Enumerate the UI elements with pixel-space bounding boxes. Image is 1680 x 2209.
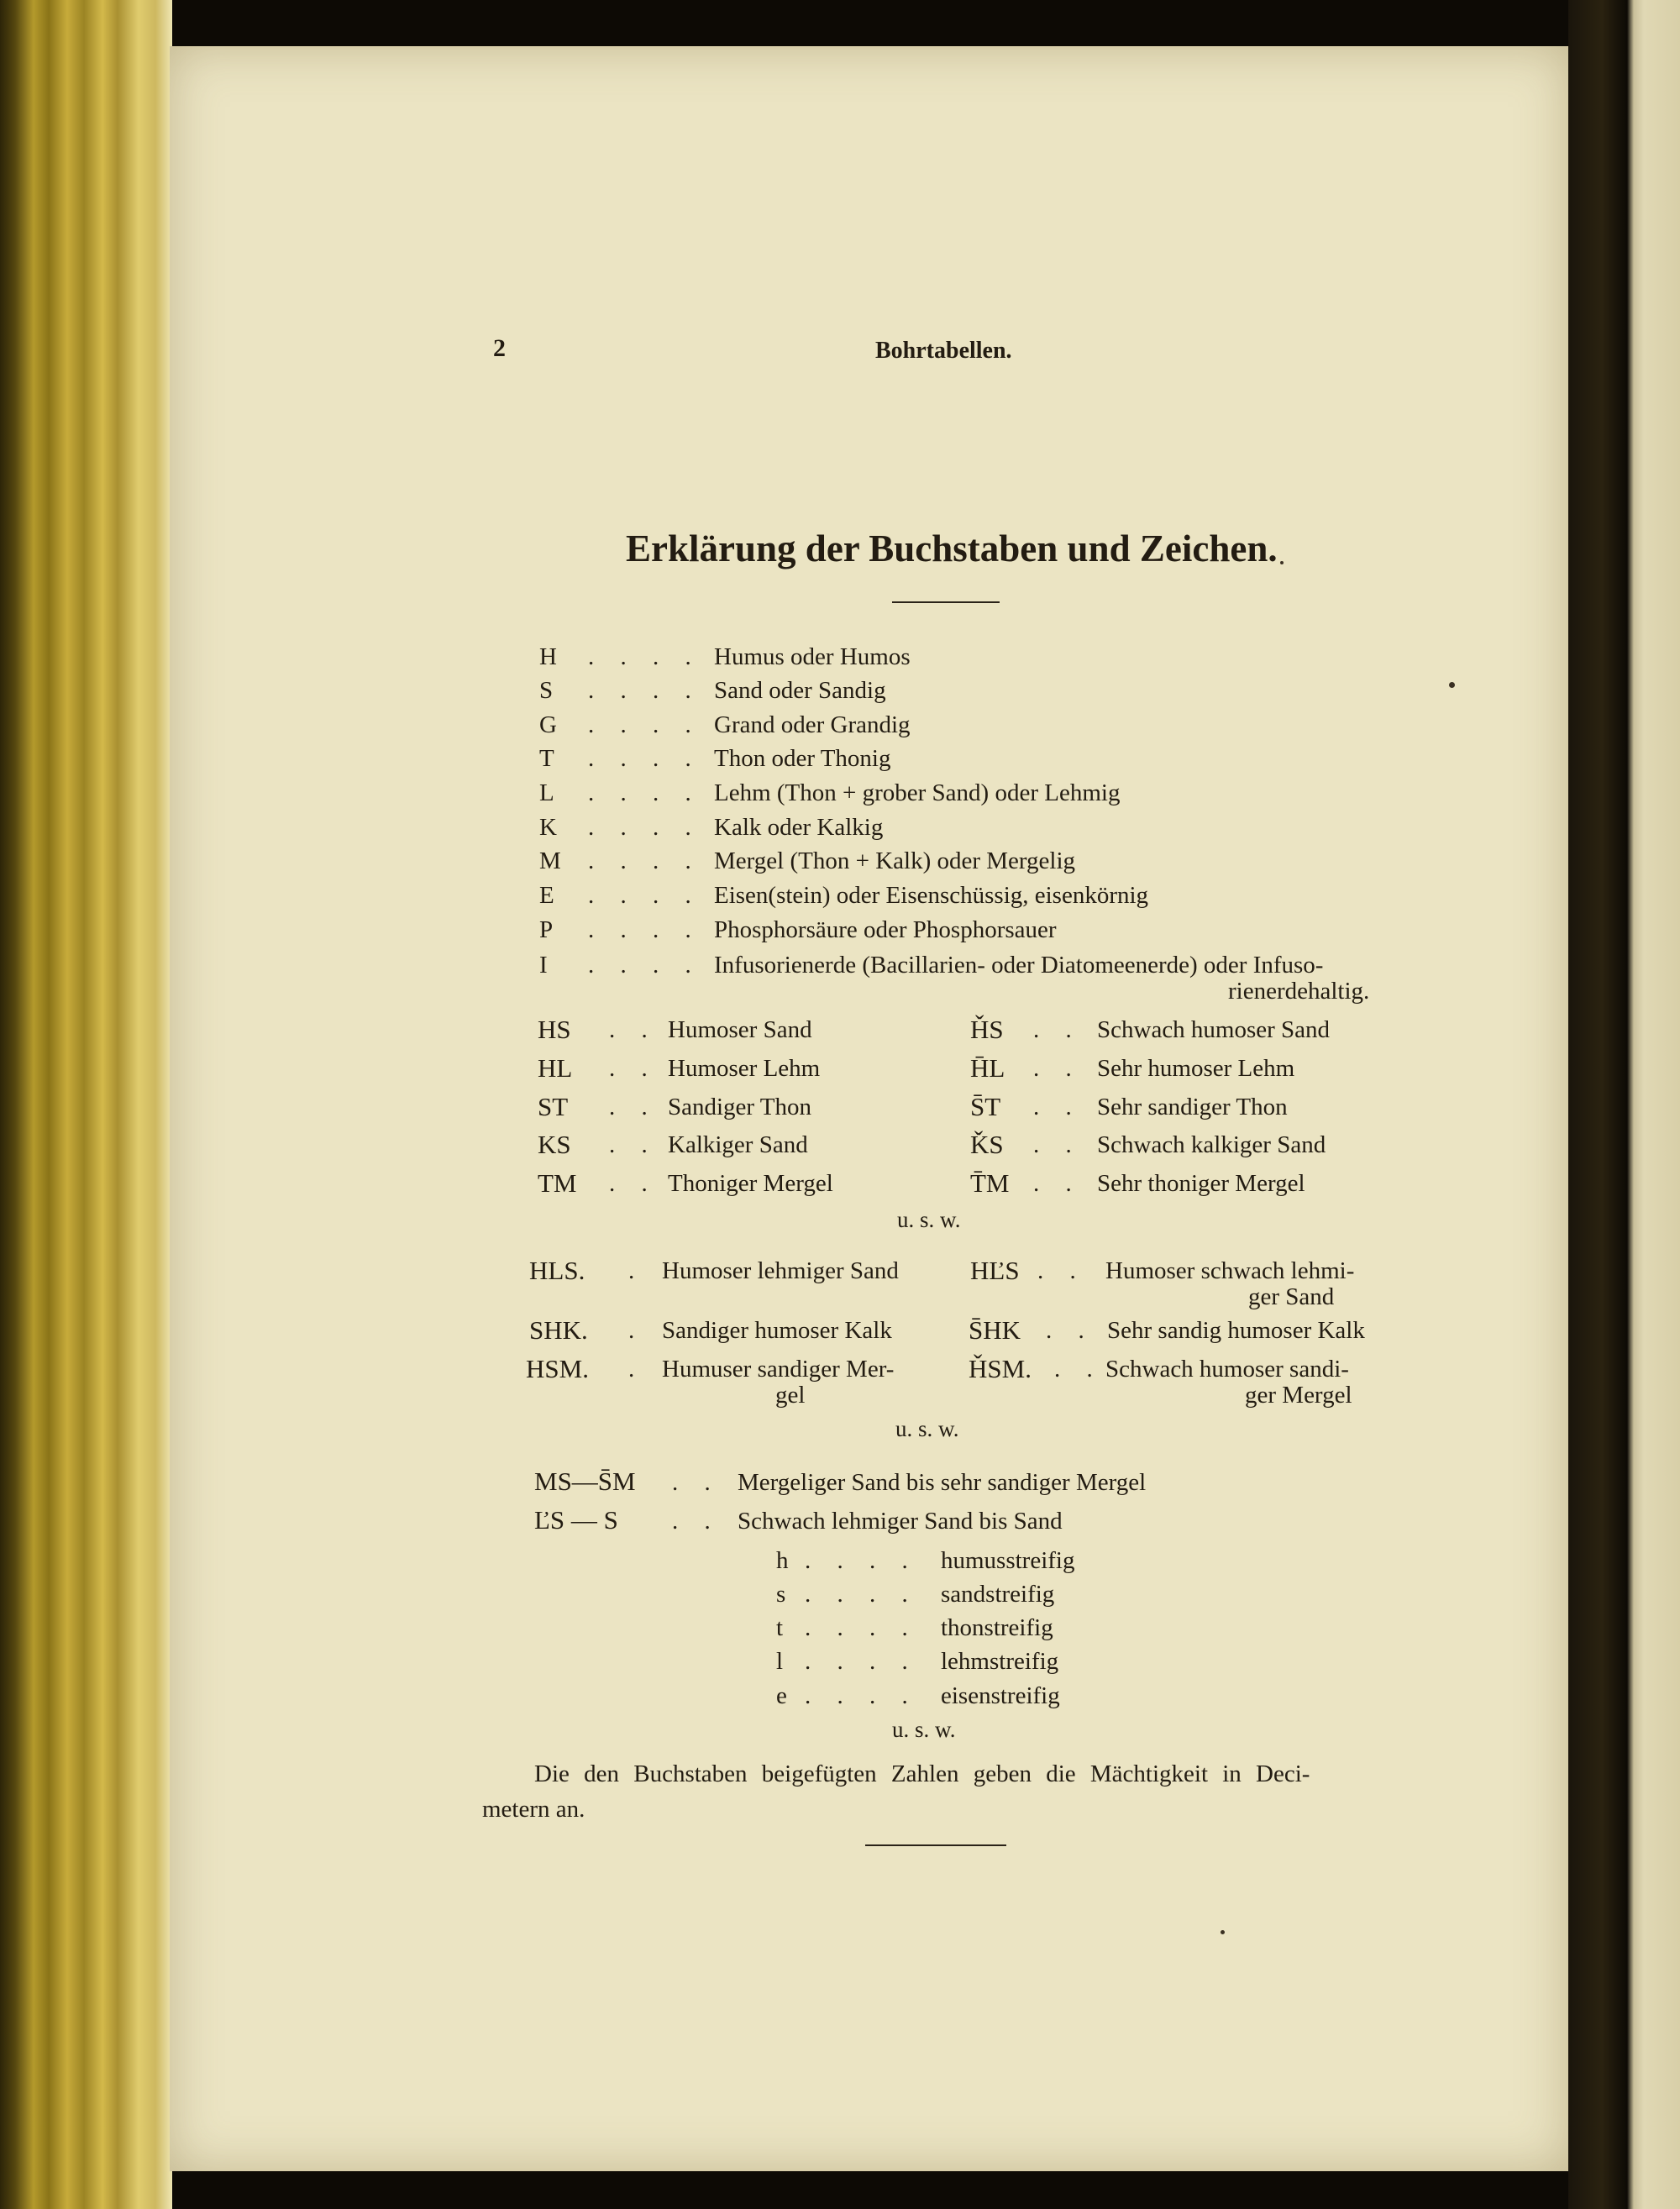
leader-dots: . . . . bbox=[588, 643, 701, 670]
leader-dots: . . bbox=[1033, 1055, 1082, 1082]
streak-meaning: thonstreifig bbox=[941, 1614, 1053, 1641]
range-meaning: Schwach lehmiger Sand bis Sand bbox=[738, 1508, 1063, 1535]
triple-left-abbr: HLS. bbox=[529, 1256, 585, 1285]
pair-left-meaning: Kalkiger Sand bbox=[668, 1131, 808, 1158]
streak-abbr: h bbox=[776, 1547, 789, 1574]
leader-dots: . . bbox=[609, 1094, 658, 1120]
paper-speck bbox=[1280, 561, 1284, 564]
streak-abbr: e bbox=[776, 1682, 787, 1709]
triple-right-abbr: ȞSM. bbox=[969, 1354, 1032, 1383]
range-abbr: ĽS — S bbox=[534, 1505, 618, 1535]
symbol-meaning: Thon oder Thonig bbox=[714, 745, 891, 772]
symbol-meaning: Lehm (Thon + grober Sand) oder Lehmig bbox=[714, 779, 1121, 806]
paper-speck bbox=[1449, 682, 1455, 688]
leader-dots: . . . . bbox=[588, 916, 701, 943]
leader-dots: . . bbox=[609, 1055, 658, 1082]
symbol-abbr: E bbox=[539, 882, 554, 909]
pair-left-abbr: KS bbox=[538, 1130, 571, 1159]
streak-abbr: s bbox=[776, 1581, 786, 1608]
leader-dots: . . bbox=[609, 1170, 658, 1197]
leader-dots: . . bbox=[1046, 1317, 1095, 1344]
pair-left-abbr: ST bbox=[538, 1092, 569, 1121]
leader-dots: . . . . bbox=[588, 847, 701, 874]
etcetera-1: u. s. w. bbox=[897, 1207, 961, 1232]
leader-dots: . bbox=[628, 1356, 635, 1383]
streak-meaning: humusstreifig bbox=[941, 1547, 1075, 1574]
leader-dots: . . . . bbox=[805, 1682, 918, 1709]
triple-left-meaning: Humuser sandiger Mer- bbox=[662, 1356, 895, 1383]
symbol-abbr: G bbox=[539, 711, 557, 738]
leader-dots: . bbox=[628, 1317, 635, 1344]
leader-dots: . . bbox=[672, 1508, 721, 1535]
running-title: Bohrtabellen. bbox=[875, 338, 1012, 364]
book-page bbox=[170, 46, 1568, 2171]
triple-right-continuation: ger Sand bbox=[1248, 1283, 1335, 1310]
pair-right-abbr: ȞS bbox=[970, 1015, 1004, 1044]
leader-dots: . . bbox=[1037, 1257, 1086, 1284]
triple-left-abbr: HSM. bbox=[526, 1354, 589, 1383]
symbol-meaning: Kalk oder Kalkig bbox=[714, 814, 884, 841]
leader-dots: . . bbox=[1033, 1094, 1082, 1120]
triple-right-meaning: Schwach humoser sandi- bbox=[1105, 1356, 1349, 1383]
leader-dots: . . bbox=[609, 1016, 658, 1043]
symbol-meaning-continuation: rienerdehaltig. bbox=[1228, 978, 1370, 1005]
pair-right-abbr: ǨS bbox=[970, 1130, 1004, 1159]
streak-abbr: l bbox=[776, 1648, 784, 1675]
leader-dots: . . . . bbox=[588, 711, 701, 738]
leader-dots: . . bbox=[1033, 1016, 1082, 1043]
symbol-abbr: M bbox=[539, 847, 561, 874]
pair-right-meaning: Sehr humoser Lehm bbox=[1097, 1055, 1295, 1082]
triple-right-meaning: Sehr sandig humoser Kalk bbox=[1107, 1317, 1365, 1344]
leader-dots: . . bbox=[672, 1469, 721, 1496]
triple-right-abbr: S̄HK bbox=[969, 1315, 1021, 1345]
pair-left-abbr: TM bbox=[538, 1168, 577, 1198]
symbol-abbr: S bbox=[539, 677, 554, 704]
leader-dots: . . bbox=[609, 1131, 658, 1158]
leader-dots: . . . . bbox=[588, 677, 701, 704]
symbol-abbr: T bbox=[539, 745, 554, 772]
leader-dots: . bbox=[628, 1257, 635, 1284]
title-rule bbox=[892, 601, 1000, 603]
pair-left-meaning: Humoser Lehm bbox=[668, 1055, 821, 1082]
streak-abbr: t bbox=[776, 1614, 784, 1641]
symbol-meaning: Grand oder Grandig bbox=[714, 711, 911, 738]
footnote-line-1: Die den Buchstaben beigefügten Zahlen geben die Mächtigkeit in Deci- bbox=[534, 1760, 1310, 1787]
pair-left-meaning: Thoniger Mergel bbox=[668, 1170, 833, 1197]
pair-right-meaning: Sehr thoniger Mergel bbox=[1097, 1170, 1305, 1197]
leader-dots: . . . . bbox=[588, 814, 701, 841]
triple-left-meaning: Humoser lehmiger Sand bbox=[662, 1257, 899, 1284]
book-spine-edges bbox=[0, 0, 172, 2209]
triple-right-continuation: ger Mergel bbox=[1245, 1382, 1352, 1409]
symbol-abbr: P bbox=[539, 916, 554, 943]
pair-right-abbr: T̄M bbox=[970, 1168, 1010, 1198]
symbol-meaning: Mergel (Thon + Kalk) oder Mergelig bbox=[714, 847, 1076, 874]
facing-page-edge bbox=[1568, 0, 1680, 2209]
leader-dots: . . . . bbox=[588, 779, 701, 806]
symbol-meaning: Sand oder Sandig bbox=[714, 677, 886, 704]
pair-right-abbr: H̄L bbox=[970, 1053, 1005, 1083]
streak-meaning: sandstreifig bbox=[941, 1581, 1055, 1608]
symbol-meaning: Phosphorsäure oder Phosphorsauer bbox=[714, 916, 1057, 943]
pair-right-meaning: Schwach humoser Sand bbox=[1097, 1016, 1331, 1043]
triple-left-abbr: SHK. bbox=[529, 1315, 588, 1345]
leader-dots: . . . . bbox=[805, 1547, 918, 1574]
triple-right-abbr: HĽS bbox=[970, 1256, 1020, 1285]
leader-dots: . . bbox=[1054, 1356, 1103, 1383]
leader-dots: . . . . bbox=[805, 1648, 918, 1675]
streak-meaning: eisenstreifig bbox=[941, 1682, 1060, 1709]
end-rule bbox=[865, 1844, 1006, 1846]
symbol-meaning: Infusorienerde (Bacillarien- oder Diatomeenerde) oder Infuso- bbox=[714, 952, 1324, 979]
pair-right-meaning: Schwach kalkiger Sand bbox=[1097, 1131, 1326, 1158]
leader-dots: . . bbox=[1033, 1170, 1082, 1197]
pair-right-meaning: Sehr sandiger Thon bbox=[1097, 1094, 1288, 1120]
symbol-abbr: I bbox=[539, 952, 548, 979]
triple-left-continuation: gel bbox=[775, 1382, 806, 1409]
range-abbr: MS—S̄M bbox=[534, 1467, 636, 1496]
leader-dots: . . . . bbox=[588, 882, 701, 909]
leader-dots: . . . . bbox=[805, 1581, 918, 1608]
pair-left-meaning: Humoser Sand bbox=[668, 1016, 812, 1043]
symbol-abbr: K bbox=[539, 814, 557, 841]
streak-meaning: lehmstreifig bbox=[941, 1648, 1059, 1675]
leader-dots: . . . . bbox=[805, 1614, 918, 1641]
leader-dots: . . bbox=[1033, 1131, 1082, 1158]
paper-speck bbox=[1221, 1930, 1225, 1934]
pair-left-abbr: HL bbox=[538, 1053, 573, 1083]
etcetera-3: u. s. w. bbox=[892, 1717, 956, 1742]
etcetera-2: u. s. w. bbox=[895, 1416, 959, 1441]
symbol-abbr: L bbox=[539, 779, 554, 806]
page-number: 2 bbox=[493, 334, 506, 362]
section-title: Erklärung der Buchstaben und Zeichen. bbox=[626, 527, 1278, 569]
symbol-meaning: Humus oder Humos bbox=[714, 643, 911, 670]
pair-left-meaning: Sandiger Thon bbox=[668, 1094, 812, 1120]
triple-left-meaning: Sandiger humoser Kalk bbox=[662, 1317, 892, 1344]
leader-dots: . . . . bbox=[588, 745, 701, 772]
leader-dots: . . . . bbox=[588, 952, 701, 979]
pair-left-abbr: HS bbox=[538, 1015, 571, 1044]
symbol-meaning: Eisen(stein) oder Eisenschüssig, eisenkörnig bbox=[714, 882, 1149, 909]
range-meaning: Mergeliger Sand bis sehr sandiger Mergel bbox=[738, 1469, 1147, 1496]
footnote-line-2: metern an. bbox=[482, 1796, 585, 1823]
symbol-abbr: H bbox=[539, 643, 557, 670]
pair-right-abbr: S̄T bbox=[970, 1092, 1001, 1121]
triple-right-meaning: Humoser schwach lehmi- bbox=[1105, 1257, 1355, 1284]
